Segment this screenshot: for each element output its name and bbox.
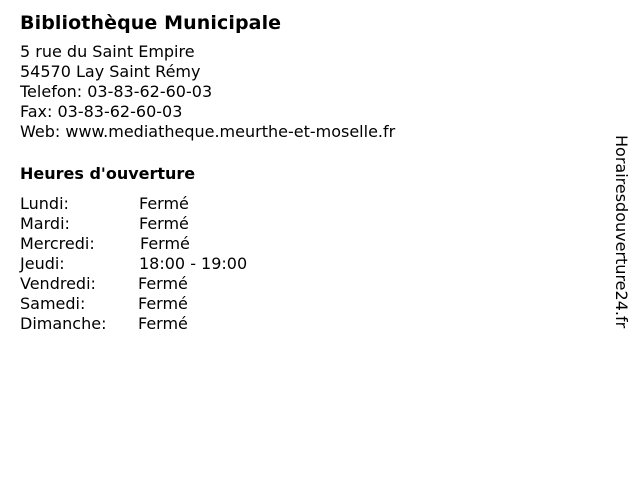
- day-label: Vendredi:: [20, 274, 96, 293]
- hours-row-monday: [20, 194, 580, 214]
- contact-block: [20, 42, 580, 142]
- site-watermark-text: Horairesdouverture24.fr: [612, 135, 631, 329]
- hours-row-thursday: [20, 254, 580, 274]
- street-address: 5 rue du Saint Empire: [20, 42, 195, 61]
- day-hours: Fermé: [140, 234, 190, 253]
- day-label: Mercredi:: [20, 234, 95, 253]
- day-hours: Fermé: [139, 194, 189, 213]
- day-label: Samedi:: [20, 294, 86, 313]
- city-postal: 54570 Lay Saint Rémy: [20, 62, 201, 81]
- day-label: Dimanche:: [20, 314, 107, 333]
- day-label: Jeudi:: [20, 254, 65, 273]
- day-hours: 18:00 - 19:00: [139, 254, 248, 273]
- hours-row-friday: [20, 274, 580, 294]
- hours-row-tuesday: [20, 214, 580, 234]
- day-hours: Fermé: [138, 314, 188, 333]
- day-label: Lundi:: [20, 194, 69, 213]
- hours-row-saturday: [20, 294, 580, 314]
- day-hours: Fermé: [139, 214, 189, 233]
- day-hours: Fermé: [138, 294, 188, 313]
- fax-number: Fax: 03-83-62-60-03: [20, 102, 183, 121]
- day-hours: Fermé: [138, 274, 188, 293]
- library-name: Bibliothèque Municipale: [20, 12, 282, 34]
- phone-number: Telefon: 03-83-62-60-03: [20, 82, 213, 101]
- website-link[interactable]: Web: www.mediatheque.meurthe-et-moselle.fr: [20, 122, 396, 141]
- library-info-card: [20, 10, 580, 334]
- site-branding: [609, 135, 633, 375]
- hours-row-wednesday: [20, 234, 580, 254]
- hours-row-sunday: [20, 314, 580, 334]
- opening-hours-heading: Heures d'ouverture: [20, 164, 196, 183]
- day-label: Mardi:: [20, 214, 70, 233]
- opening-hours-table: [20, 194, 580, 334]
